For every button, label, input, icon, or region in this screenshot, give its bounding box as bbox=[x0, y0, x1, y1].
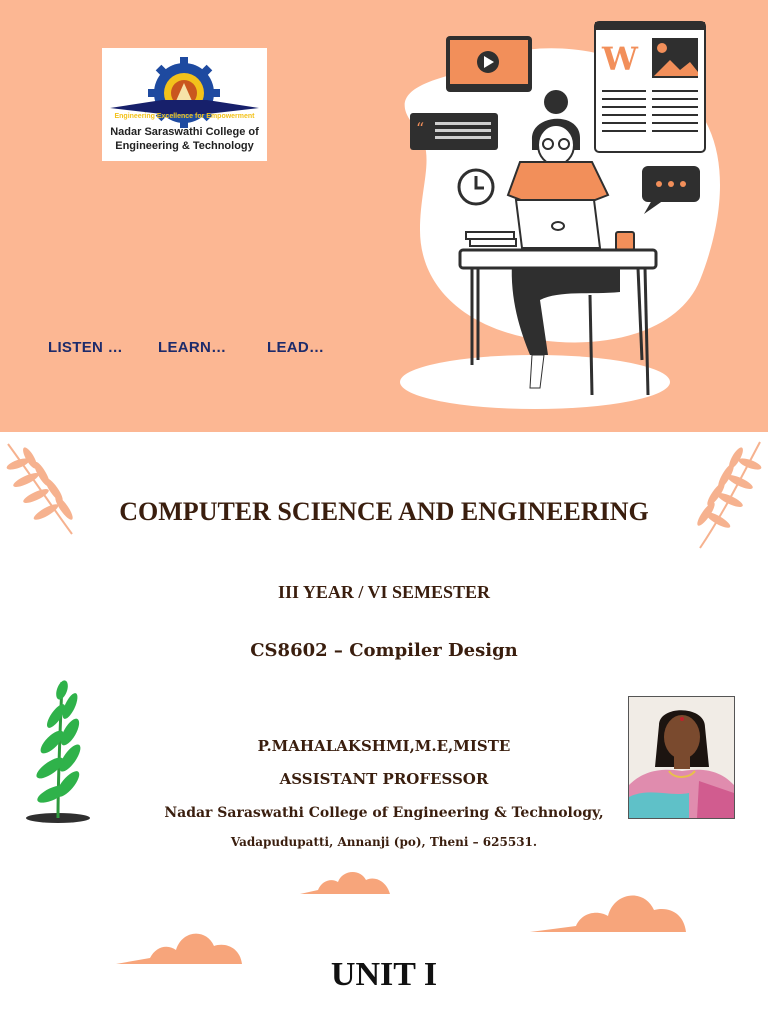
college-logo bbox=[102, 48, 267, 161]
clock-icon bbox=[459, 170, 493, 204]
logo-motto: Engineering Excellence for Empowerment bbox=[114, 113, 255, 120]
author-photo bbox=[628, 696, 735, 819]
institution-address: Vadapudupatti, Annanji (po), Theni – 625531. bbox=[230, 835, 538, 849]
plant-icon bbox=[22, 676, 94, 826]
cloud-icon bbox=[300, 864, 394, 896]
leaf-branch-icon bbox=[0, 434, 80, 544]
tagline-lead: LEAD… bbox=[267, 339, 325, 356]
quote-icon bbox=[410, 113, 498, 150]
unit-heading: UNIT I bbox=[330, 956, 438, 993]
logo-line-1: Nadar Saraswathi College of bbox=[110, 126, 259, 138]
tagline-learn: LEARN… bbox=[158, 339, 227, 356]
tagline-listen: LISTEN … bbox=[48, 339, 123, 356]
course-title: CS8602 – Compiler Design bbox=[250, 640, 518, 661]
author-name: P.MAHALAKSHMI,M.E,MISTE bbox=[257, 737, 511, 755]
department-title: COMPUTER SCIENCE AND ENGINEERING bbox=[119, 497, 649, 526]
article-icon bbox=[595, 22, 705, 152]
leaf-branch-icon bbox=[688, 434, 768, 554]
cloud-icon bbox=[116, 924, 244, 968]
institution-name: Nadar Saraswathi College of Engineering & Technology, bbox=[164, 805, 604, 821]
logo-line-2: Engineering & Technology bbox=[115, 140, 254, 152]
cloud-icon bbox=[530, 884, 688, 936]
svg-text:“: “ bbox=[416, 119, 425, 138]
hero-banner bbox=[0, 0, 768, 432]
author-designation: ASSISTANT PROFESSOR bbox=[279, 770, 489, 788]
svg-text:W: W bbox=[602, 40, 638, 78]
student-laptop-illustration bbox=[380, 10, 750, 420]
year-semester: III YEAR / VI SEMESTER bbox=[277, 582, 491, 602]
video-card-icon bbox=[446, 36, 532, 92]
laptop-icon bbox=[516, 200, 600, 248]
